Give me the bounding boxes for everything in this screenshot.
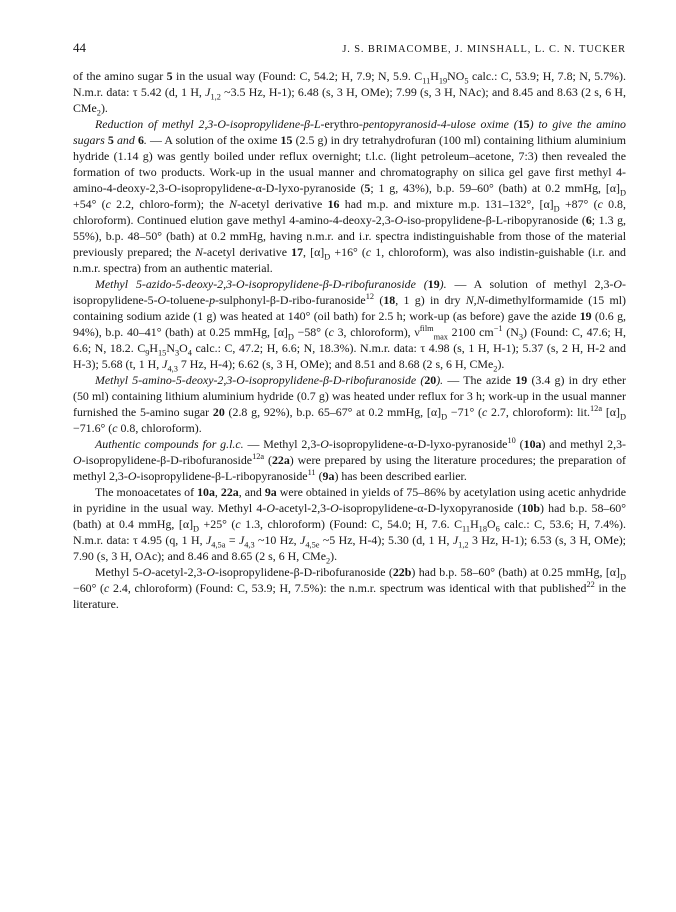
journal-page	[73, 40, 626, 612]
section-heading: Reduction of methyl 2,3-O-isopropylidene-β-L-	[95, 117, 325, 131]
paragraph-authentic-compounds: Authentic compounds for g.l.c. — Methyl 2,3-O-isopropylidene-α-D-lyxo-pyranoside$^{10}$ (10a) and methyl 2,3-O-isopropylidene-β-D-ribofuranoside$^{12a}$ (22a) were prepared by using the literature procedures; the preparation of methyl 2,3-O-isopropylidene-β-L-ribopyranoside$^{11}$ (9a) has been described earlier.	[73, 436, 627, 483]
running-head-authors: J. S. BRIMACOMBE, J. MINSHALL, L. C. N. TUCKER	[342, 44, 626, 55]
paragraph-amino-sugar-analysis: of the amino sugar 5 in the usual way (Found: C, 54.2; H, 7.9; N, 5.9. $C_{11}H_{19}NO_5$ calc.: C, 53.9; H, 7.8; N, 5.7%). N.m.r. data: τ 5.42 (d, 1 H, $J_{1,2}$ ~3.5 Hz, H-1); 6.48 (s, 3 H, OMe); 7.99 (s, 3 H, NAc); and 8.45 and 8.63 (2 s, 6 H, CMe$_2$).	[73, 69, 626, 118]
section-heading: Methyl 5-azido-5-deoxy-2,3-O-isopropylidene-β-D-ribofuranoside	[95, 277, 416, 291]
paragraph-azide-synthesis: Methyl 5-azido-5-deoxy-2,3-O-isopropylidene-β-D-ribofuranoside (19). — A solution of methyl 2,3-O-isopropylidene-5-O-toluene-p-sulphonyl-β-D-ribo-furanoside$^{12}$ (18, 1 g) in dry N,N-dimethylformamide (15 ml) containing sodium azide (1 g) was heated at 140° (oil bath) for 2.5 h; work-up (as before) gave the azide 19 (0.6 g, 94%), b.p. 40–41° (bath) at 0.25 mmHg, $[\alpha]_D -58^\circ$ (c 3, chloroform), $\nu^{film}_{max}$ 2100 $cm^{-1}$ $(N_3)$ (Found: C, 47.6; H, 6.6; N, 18.2. $C_9H_{15}N_3O_4$ calc.: C, 47.2; H, 6.6; N, 18.3%). N.m.r. data: τ 4.98 (s, 1 H, H-1); 5.37 (s, 2 H, H-2 and H-3); 5.68 (t, 1 H, $J_{4,3}$ 7 Hz, H-4); 6.62 (s, 3 H, OMe); and 8.51 and 8.68 (2 s, 6 H, CMe$_2$).	[73, 277, 626, 374]
page-number: 44	[73, 40, 86, 55]
paragraph-ribofuranoside-acetate: Methyl 5-O-acetyl-2,3-O-isopropylidene-β-D-ribofuranoside (22b) had b.p. 58–60° (bath) at 0.25 mmHg, $[\alpha]_D -60^\circ$ (c 2.4, chloroform) (Found: C, 53.9; H, 7.5%): the n.m.r. spectrum was identical with that published$^{22}$ in the literature.	[73, 565, 627, 611]
section-heading: Methyl 5-amino-5-deoxy-2,3-O-isopropylidene-β-D-ribofuranoside	[95, 373, 417, 387]
paragraph-monoacetates: The monoacetates of 10a, 22a, and 9a were obtained in yields of 75–86% by acetylation using acetic anhydride in pyridine in the usual way. Methyl 4-O-acetyl-2,3-O-isopropylidene-α-D-lyxopyranoside (10b) had b.p. 58–60° (bath) at 0.4 mmHg, $[\alpha]_D +25^\circ$ (c 1.3, chloroform) (Found: C, 54.0; H, 7.6. $C_{11}H_{18}O_6$ calc.: C, 53.6; H, 7.4%). N.m.r. data: τ 4.95 (q, 1 H, $J_{4,5a} = J_{4,3}$ ~10 Hz, $J_{4,5e}$ ~5 Hz, H-4); 5.30 (d, 1 H, $J_{1,2}$ 3 Hz, H-1); 6.53 (s, 3 H, OMe); 7.90 (s, 3 H, OAc); and 8.46 and 8.65 (2 s, 6 H, CMe$_2$).	[73, 485, 626, 566]
paragraph-oxime-reduction: Reduction of methyl 2,3-O-isopropylidene-β-L-erythro-pentopyranosid-4-ulose oxime (15) to give the amino sugars 5 and 6. — A solution of the oxime 15 (2.5 g) in dry tetrahydrofuran (100 ml) containing lithium aluminium hydride (1.14 g) was gently boiled under reflux overnight; t.l.c. (light petroleum–acetone, 7:3) then revealed the formation of two products. Work-up in the usual manner and chromatography on silica gel gave first methyl 4-amino-4-deoxy-2,3-O-isopropylidene-α-D-lyxo-pyranoside (5; 1 g, 43%), b.p. 59–60° (bath) at 0.2 mmHg, $[\alpha]_D +54^\circ$ (c 2.2, chloro-form); the N-acetyl derivative 16 had m.p. and mixture m.p. 131–132°, $[\alpha]_D +87^\circ$ (c 0.8, chloroform). Continued elution gave methyl 4-amino-4-deoxy-2,3-O-iso-propylidene-β-L-ribopyranoside (6; 1.3 g, 55%), b.p. 48–50° (bath) at 0.2 mmHg, having n.m.r. and i.r. spectra indistinguishable from those of the material previously prepared; the N-acetyl derivative 17, $[\alpha]_D +16^\circ$ (c 1, chloroform), was also indistin-guishable (i.r. and n.m.r. spectra) from an authentic material.	[73, 117, 627, 275]
paragraph-amine-synthesis: Methyl 5-amino-5-deoxy-2,3-O-isopropylidene-β-D-ribofuranoside (20). — The azide 19 (3.4 g) in dry ether (50 ml) containing lithium aluminium hydride (0.7 g) was heated under reflux for 3 h; work-up in the usual manner furnished the 5-amino sugar 20 (2.8 g, 92%), b.p. 65–67° at 0.2 mmHg, $[\alpha]_D -71^\circ$ (c 2.7, chloroform): lit.$^{12a}$ $[\alpha]_D -71.6^\circ$ (c 0.8, chloroform).	[73, 373, 626, 435]
section-heading: Authentic compounds for g.l.c.	[95, 437, 244, 451]
running-header	[73, 40, 626, 58]
